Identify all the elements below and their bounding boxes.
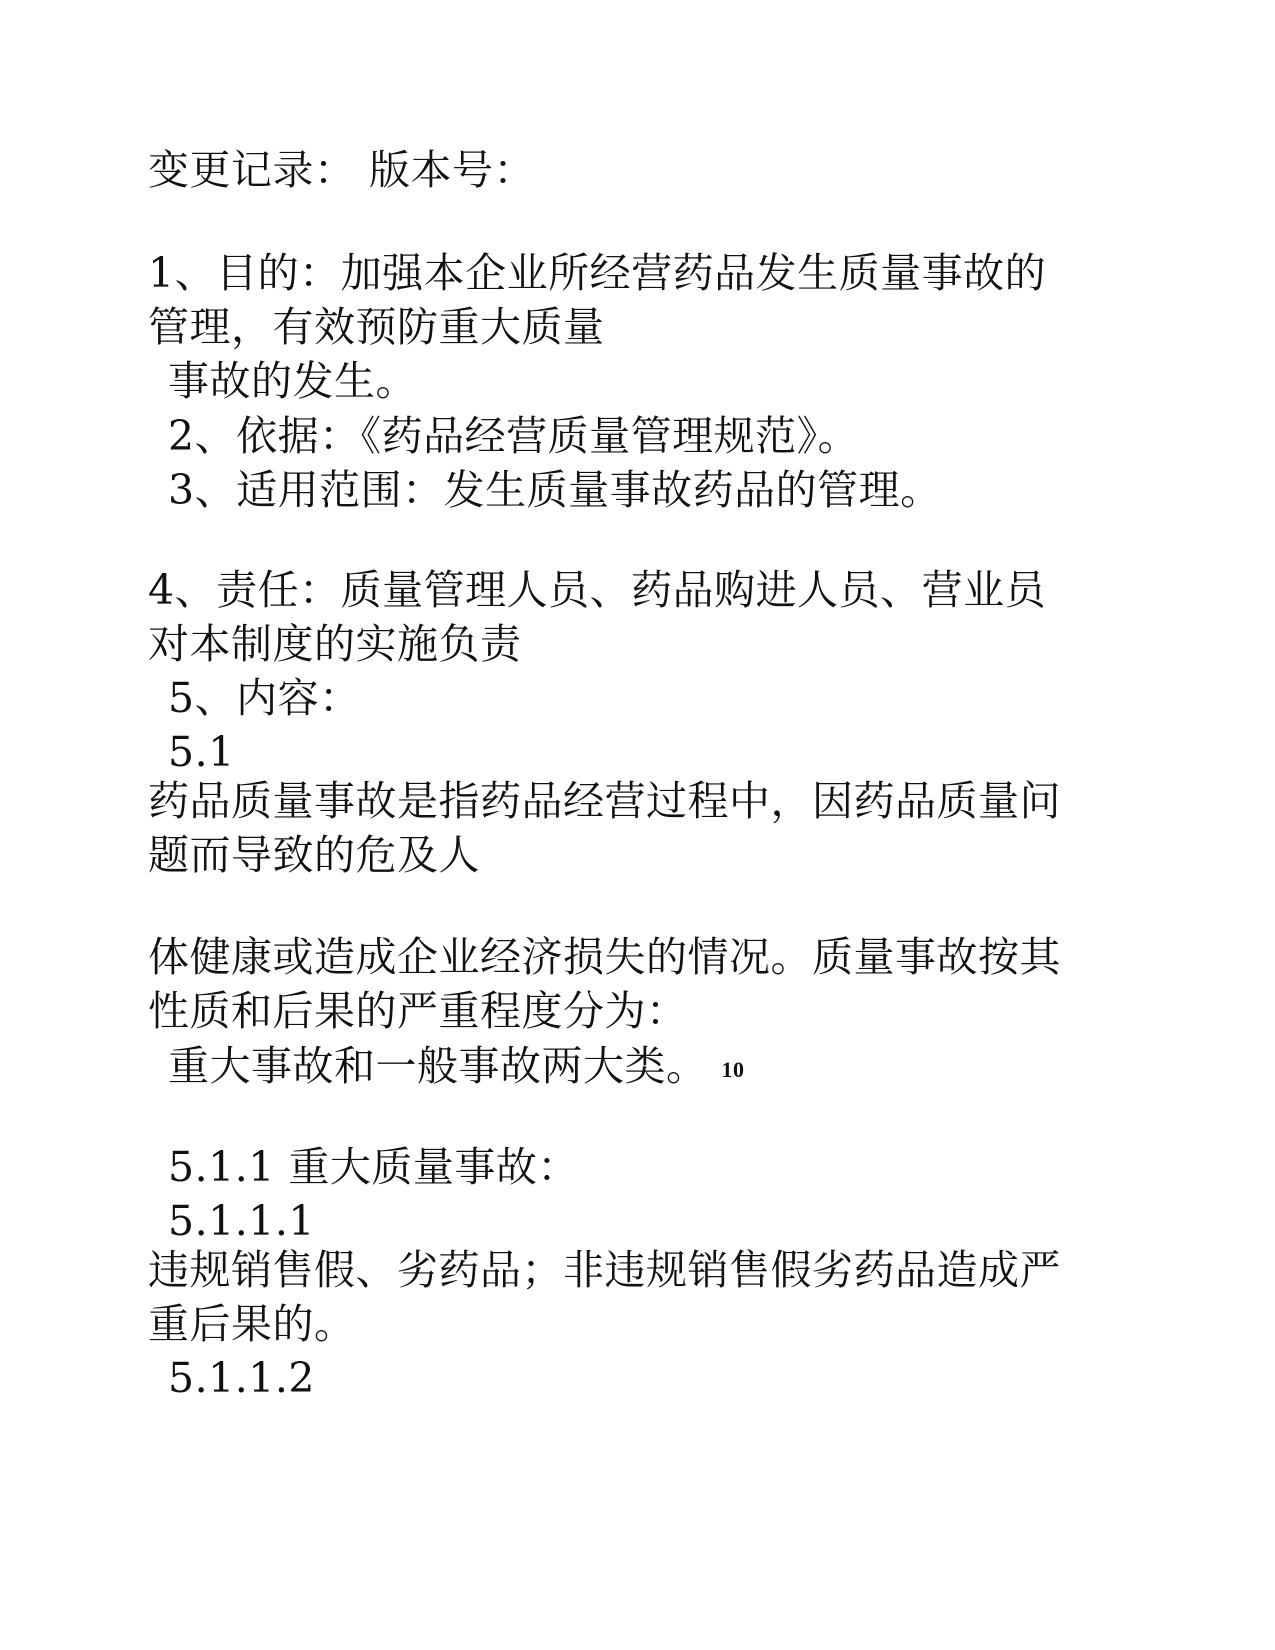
section-5-1-1-1-number: 5.1.1.1	[168, 1197, 315, 1245]
content-heading: 5、内容：	[168, 674, 361, 722]
definition-line-4: 性质和后果的严重程度分为：	[148, 987, 688, 1035]
purpose-line-1: 1、目的：加强本企业所经营药品发生质量事故的	[148, 249, 1047, 297]
change-record-line: 变更记录： 版本号：	[148, 146, 536, 194]
section-5-1-1-1-line-2: 重后果的。	[148, 1300, 356, 1348]
section-5-1-1-2-number: 5.1.1.2	[168, 1354, 315, 1402]
section-5-1-1-1-line-1: 违规销售假、劣药品；非违规销售假劣药品造成严	[148, 1246, 1061, 1294]
section-5-1-number: 5.1	[168, 728, 235, 776]
definition-line-1: 药品质量事故是指药品经营过程中，因药品质量问	[148, 777, 1061, 825]
responsibility-line-2: 对本制度的实施负责	[148, 620, 522, 668]
basis-line: 2、依据：《药品经营质量管理规范》。	[168, 412, 860, 460]
definition-line-3: 体健康或造成企业经济损失的情况。质量事故按其	[148, 933, 1061, 981]
responsibility-line-1: 4、责任：质量管理人员、药品购进人员、营业员	[148, 566, 1047, 614]
section-5-1-1-heading: 5.1.1 重大质量事故：	[168, 1143, 579, 1191]
scope-line: 3、适用范围：发生质量事故药品的管理。	[168, 466, 942, 514]
purpose-line-3: 事故的发生。	[168, 357, 417, 405]
definition-line-5-text: 重大事故和一般事故两大类。	[168, 1042, 708, 1090]
definition-line-2: 题而导致的危及人	[148, 831, 480, 879]
purpose-line-2: 管理，有效预防重大质量	[148, 303, 605, 351]
definition-line-5	[168, 1041, 745, 1095]
page-number: 10	[721, 1056, 745, 1082]
